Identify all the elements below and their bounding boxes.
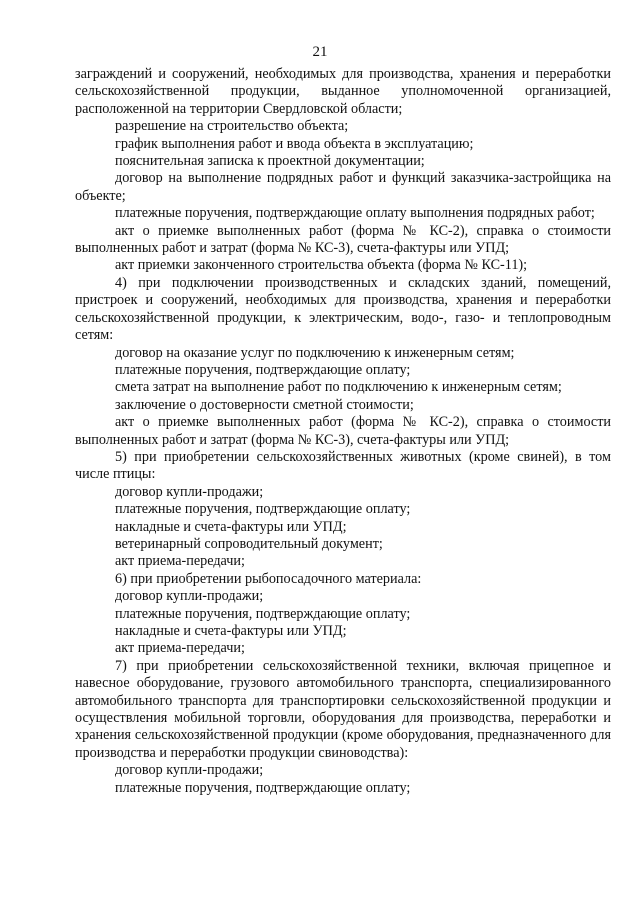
- paragraph: договор купли-продажи;: [115, 588, 264, 605]
- paragraph: 6) при приобретении рыбопосадочного материала:: [115, 570, 422, 587]
- paragraph: договор на выполнение подрядных работ и функций заказчика-застройщика на объекте;: [75, 170, 611, 204]
- paragraph: 7) при приобретении сельскохозяйственной техники, включая прицепное и навесное оборудование, грузового автомобильного транспорта, специализированного автомобильного транспорта для транспортировки сельскохозяйственной продукции и осуществления мобильной торговли, оборудования для производства, переработки и хранения сельскохозяйственной продукции (кроме оборудования, предназначенного для производства и переработки продукции свиноводства):: [75, 657, 611, 761]
- document-body: [75, 66, 611, 797]
- paragraph: акт о приемке выполненных работ (форма № КС-2), справка о стоимости выполненных работ и затрат (форма № КС-3), счета-фактуры или УПД;: [75, 414, 611, 448]
- paragraph: пояснительная записка к проектной документации;: [115, 153, 425, 170]
- paragraph: 5) при приобретении сельскохозяйственных животных (кроме свиней), в том числе птицы:: [75, 448, 611, 483]
- paragraph: 4) при подключении производственных и складских зданий, помещений, пристроек и сооружений, необходимых для производства, хранения и переработки сельскохозяйственной продукции, к электрическим, водо-, газо- и теплопроводным сетям:: [75, 274, 611, 344]
- paragraph: накладные и счета-фактуры или УПД;: [115, 518, 347, 535]
- paragraph: заграждений и сооружений, необходимых для производства, хранения и переработки сельскохозяйственной продукции, выданное уполномоченной организацией, расположенной на территории Свердловской области;: [75, 66, 611, 117]
- paragraph: платежные поручения, подтверждающие оплату;: [115, 605, 411, 622]
- paragraph: платежные поручения, подтверждающие оплату;: [115, 501, 411, 518]
- paragraph: платежные поручения, подтверждающие оплату выполнения подрядных работ;: [115, 205, 595, 222]
- paragraph: платежные поручения, подтверждающие оплату;: [115, 361, 411, 378]
- paragraph: заключение о достоверности сметной стоимости;: [115, 396, 414, 413]
- page-number: 21: [312, 44, 328, 60]
- paragraph: накладные и счета-фактуры или УПД;: [115, 623, 347, 639]
- paragraph: смета затрат на выполнение работ по подключению к инженерным сетям;: [115, 379, 562, 396]
- paragraph: договор купли-продажи;: [115, 483, 264, 500]
- paragraph: акт о приемке выполненных работ (форма № КС-2), справка о стоимости выполненных работ и затрат (форма № КС-3), счета-фактуры или УПД;: [75, 222, 611, 257]
- paragraph: акт приема-передачи;: [115, 640, 245, 657]
- paragraph: договор купли-продажи;: [115, 762, 264, 779]
- paragraph: договор на оказание услуг по подключению к инженерным сетям;: [115, 344, 515, 361]
- paragraph: график выполнения работ и ввода объекта в эксплуатацию;: [115, 135, 474, 152]
- paragraph: акт приема-передачи;: [115, 553, 245, 570]
- paragraph: платежные поручения, подтверждающие оплату;: [115, 779, 411, 796]
- paragraph: акт приемки законченного строительства объекта (форма № КС-11);: [115, 257, 528, 274]
- paragraph: разрешение на строительство объекта;: [115, 118, 349, 135]
- paragraph: ветеринарный сопроводительный документ;: [115, 535, 383, 552]
